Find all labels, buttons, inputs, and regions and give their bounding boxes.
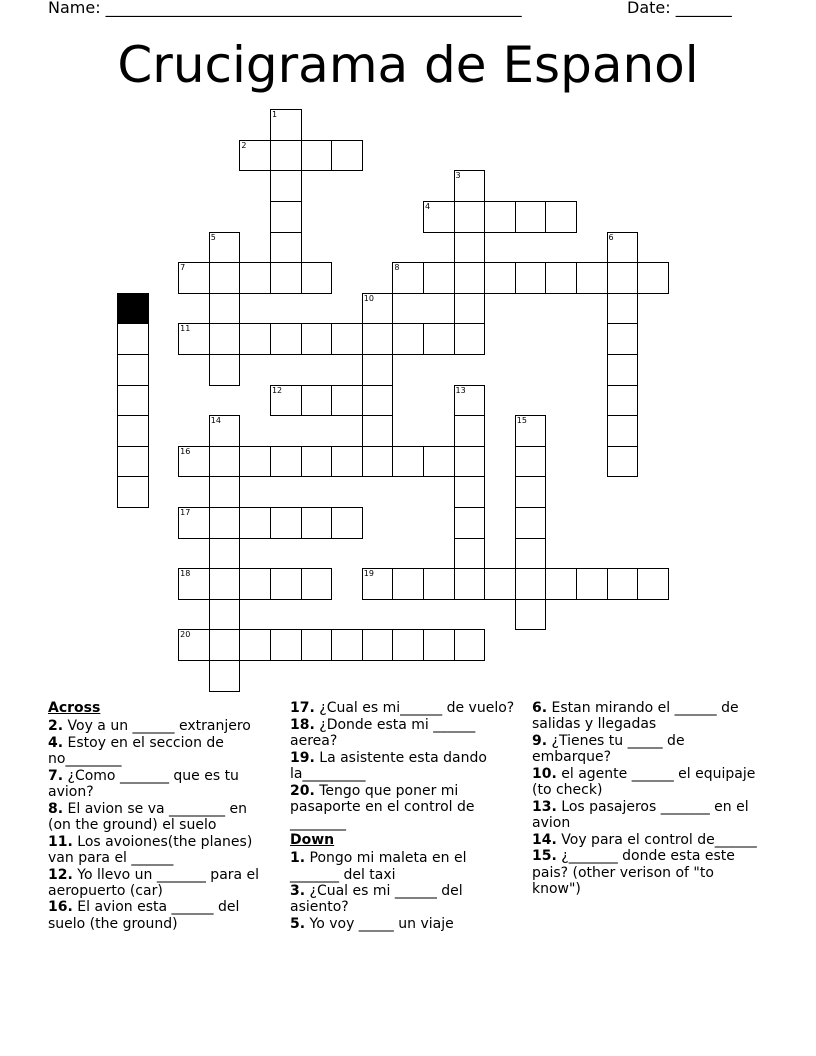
crossword-cell[interactable] [239,140,271,172]
crossword-cell[interactable] [331,140,363,172]
clue-number: 4 [424,202,431,212]
clue-number: 20. [290,782,315,799]
crossword-cell[interactable] [301,446,333,478]
crossword-cell[interactable] [545,201,577,233]
crossword-cell[interactable] [209,568,241,600]
crossword-cell[interactable] [239,568,271,600]
clue-text: ¿Tienes tu _____ de embarque? [532,732,685,766]
crossword-cell[interactable] [362,415,394,447]
crossword-cell[interactable] [301,507,333,539]
crossword-cell[interactable] [270,232,302,264]
crossword-cell[interactable] [423,629,455,661]
crossword-cell[interactable] [454,385,486,417]
crossword-cell[interactable] [270,323,302,355]
clue-item [532,832,758,848]
crossword-cell[interactable] [331,629,363,661]
crossword-cell[interactable] [392,568,424,600]
crossword-cell[interactable] [209,599,241,631]
clue-item [532,766,758,798]
clue-item [532,848,758,897]
clue-item [48,735,274,767]
clue-text: Yo llevo un _______ para el aeropuerto (car) [48,866,260,899]
clue-number: 11. [48,833,73,850]
clue-text: Estoy en el seccion de no________ [48,734,224,768]
crossword-cell[interactable] [209,507,241,539]
crossword-cell[interactable] [484,262,516,294]
crossword-cell[interactable] [239,507,271,539]
crossword-cell[interactable] [454,170,486,202]
clue-number: 9. [532,732,548,749]
crossword-cell[interactable] [301,140,333,172]
clue-number: 14. [532,831,557,848]
clue-item [290,750,516,782]
crossword-cell[interactable] [423,201,455,233]
crossword-cell[interactable] [209,262,241,294]
crossword-cell[interactable] [637,568,669,600]
crossword-cell[interactable] [484,568,516,600]
clue-item [48,867,274,899]
clue-item [290,783,516,832]
clue-item [48,801,274,833]
crossword-cell[interactable] [607,415,639,447]
clue-number: 12. [48,866,73,883]
crossword-cell[interactable] [607,568,639,600]
clue-text: Los avoiones(the planes) van para el ______ [48,833,253,866]
crossword-cell[interactable] [178,323,210,355]
clue-number: 4. [48,734,64,751]
crossword-cell[interactable] [423,262,455,294]
clue-number: 1 [271,110,278,120]
crossword-cell[interactable] [117,354,149,386]
crossword-cell[interactable] [454,446,486,478]
clue-number: 3. [290,883,306,900]
across-heading: Across [48,700,101,716]
crossword-cell[interactable] [545,262,577,294]
crossword-cell[interactable] [117,476,149,508]
crossword-cell[interactable] [454,232,486,264]
crossword-cell[interactable] [270,140,302,172]
clue-number: 2 [241,140,247,150]
crossword-cell[interactable] [392,446,424,478]
clue-text: Voy a un ______ extranjero [63,718,251,735]
crossword-cell[interactable] [209,629,241,661]
clue-text: Tengo que poner mi pasaporte en el control de ________ [290,782,475,831]
clue-text: el agente ______ el equipaje (to check) [532,765,756,799]
clue-item [532,733,758,765]
black-square [117,293,149,325]
crossword-cell[interactable] [515,538,547,570]
crossword-cell[interactable] [392,323,424,355]
crossword-cell[interactable] [423,446,455,478]
crossword-cell[interactable] [331,446,363,478]
crossword-cell[interactable] [209,415,241,447]
crossword-cell[interactable] [270,507,302,539]
name-field[interactable]: Name: ____________________________________________________ [48,0,522,17]
crossword-cell[interactable] [178,629,210,661]
crossword-cell[interactable] [515,599,547,631]
clue-number: 13 [455,385,466,395]
clue-number: 12 [271,385,283,395]
crossword-cell[interactable] [178,507,210,539]
clue-text: El avion se va ________ en (on the ground) el suelo [48,800,247,833]
crossword-cell[interactable] [209,232,241,264]
clue-number: 19 [363,569,374,579]
crossword-cell[interactable] [423,323,455,355]
clue-number: 20 [180,630,191,640]
clues-column-1 [48,700,274,932]
crossword-cell[interactable] [362,385,394,417]
crossword-cell[interactable] [270,446,302,478]
clue-text: Estan mirando el ______ de salidas y llegadas [532,700,739,733]
clue-number: 10 [363,293,374,303]
page-title: Crucigrama de Espanol [117,36,699,94]
crossword-cell[interactable] [239,323,271,355]
date-field[interactable]: Date: _______ [627,0,732,17]
crossword-cell[interactable] [607,385,639,417]
crossword-cell[interactable] [178,446,210,478]
crossword-cell[interactable] [301,629,333,661]
clue-text: ¿Cual es mi______ de vuelo? [314,700,515,716]
crossword-cell[interactable] [637,262,669,294]
crossword-cell[interactable] [362,293,394,325]
crossword-cell[interactable] [331,323,363,355]
clue-item [290,700,516,716]
clue-item [290,850,516,882]
clue-number: 11 [180,324,191,334]
crossword-cell[interactable] [270,385,302,417]
crossword-cell[interactable] [239,446,271,478]
clue-number: 13. [532,798,557,815]
clue-number: 18 [180,569,191,579]
clue-number: 7. [48,767,64,784]
crossword-cell[interactable] [178,568,210,600]
crossword-cell[interactable] [515,507,547,539]
clue-item [532,799,758,831]
crossword-cell[interactable] [515,415,547,447]
crossword-cell[interactable] [209,354,241,386]
crossword-cell[interactable] [607,293,639,325]
clue-number: 3 [455,171,461,181]
crossword-cell[interactable] [270,629,302,661]
clue-number: 17 [180,508,191,518]
down-heading: Down [290,832,335,849]
crossword-cell[interactable] [484,201,516,233]
crossword-cell[interactable] [515,201,547,233]
crossword-cell[interactable] [454,507,486,539]
clue-text: ¿Donde esta mi ______ aerea? [290,716,476,749]
crossword-cell[interactable] [392,262,424,294]
clue-text: La asistente esta dando la_________ [290,749,487,782]
clue-item [48,718,274,734]
crossword-cell[interactable] [362,323,394,355]
crossword-cell[interactable] [239,262,271,294]
crossword-cell[interactable] [301,385,333,417]
clue-text: Los pasajeros _______ en el avion [532,798,749,831]
crossword-cell[interactable] [515,262,547,294]
crossword-cell[interactable] [454,538,486,570]
clue-number: 15 [516,416,527,426]
clue-number: 6. [532,700,548,716]
crossword-cell[interactable] [270,109,302,141]
crossword-cell[interactable] [331,507,363,539]
crossword-cell[interactable] [362,568,394,600]
clue-item [290,883,516,915]
crossword-cell[interactable] [331,385,363,417]
crossword-cell[interactable] [454,293,486,325]
crossword-cell[interactable] [607,354,639,386]
clue-text: Pongo mi maleta en el _______ del taxi [290,850,467,883]
crossword-cell[interactable] [423,568,455,600]
crossword-cell[interactable] [209,323,241,355]
crossword-cell[interactable] [209,538,241,570]
crossword-cell[interactable] [454,568,486,600]
crossword-cell[interactable] [454,262,486,294]
clue-text: Yo voy _____ un viaje [305,916,454,933]
crossword-cell[interactable] [362,629,394,661]
clue-number: 16 [180,446,191,456]
crossword-cell[interactable] [454,476,486,508]
crossword-cell[interactable] [209,660,241,692]
clue-number: 15. [532,848,557,865]
crossword-cell[interactable] [576,262,608,294]
clue-text: Voy para el control de______ [556,831,757,848]
crossword-cell[interactable] [209,476,241,508]
crossword-cell[interactable] [209,293,241,325]
crossword-cell[interactable] [270,201,302,233]
crossword-cell[interactable] [454,201,486,233]
crossword-cell[interactable] [270,568,302,600]
clue-text: ¿_______ donde esta este pais? (other verison of "to know") [532,848,735,897]
crossword-cell[interactable] [178,262,210,294]
crossword-cell[interactable] [545,568,577,600]
clue-text: ¿Cual es mi ______ del asiento? [290,883,463,916]
clue-number: 5 [210,232,216,242]
crossword-cell[interactable] [454,629,486,661]
crossword-cell[interactable] [270,262,302,294]
crossword-cell[interactable] [392,629,424,661]
crossword-cell[interactable] [301,262,333,294]
clue-number: 14 [210,416,221,426]
crossword-cell[interactable] [515,476,547,508]
clue-number: 8 [394,263,400,273]
clue-item [48,834,274,866]
crossword-cell[interactable] [239,629,271,661]
crossword-cell[interactable] [362,354,394,386]
clue-number: 8. [48,800,64,817]
crossword-cell[interactable] [117,446,149,478]
crossword-cell[interactable] [607,446,639,478]
clue-number: 18. [290,716,315,733]
crossword-cell[interactable] [576,568,608,600]
clue-number: 7 [180,263,186,273]
clue-number: 6 [608,232,614,242]
crossword-cell[interactable] [515,446,547,478]
crossword-cell[interactable] [607,262,639,294]
clues-column-3 [532,700,758,897]
clue-item [48,768,274,800]
crossword-cell[interactable] [607,232,639,264]
clue-number: 17. [290,700,315,716]
clue-text: ¿Como _______ que es tu avion? [48,767,239,801]
crossword-cell[interactable] [301,568,333,600]
crossword-cell[interactable] [454,323,486,355]
clue-number: 16. [48,899,73,916]
clue-item [290,717,516,749]
crossword-cell[interactable] [270,170,302,202]
crossword-cell[interactable] [117,415,149,447]
clue-number: 2. [48,718,64,735]
crossword-cell[interactable] [454,415,486,447]
clues-column-2 [290,700,516,933]
clue-item [532,700,758,732]
clue-item [290,916,516,932]
clue-number: 5. [290,916,306,933]
crossword-cell[interactable] [362,446,394,478]
crossword-cell[interactable] [607,323,639,355]
clue-number: 19. [290,749,315,766]
crossword-cell[interactable] [117,323,149,355]
clue-text: El avion esta ______ del suelo (the ground) [48,899,240,932]
crossword-cell[interactable] [301,323,333,355]
clue-number: 10. [532,765,557,782]
crossword-cell[interactable] [515,568,547,600]
clue-item [48,899,274,931]
clue-number: 1. [290,850,306,867]
crossword-cell[interactable] [209,446,241,478]
crossword-cell[interactable] [117,385,149,417]
